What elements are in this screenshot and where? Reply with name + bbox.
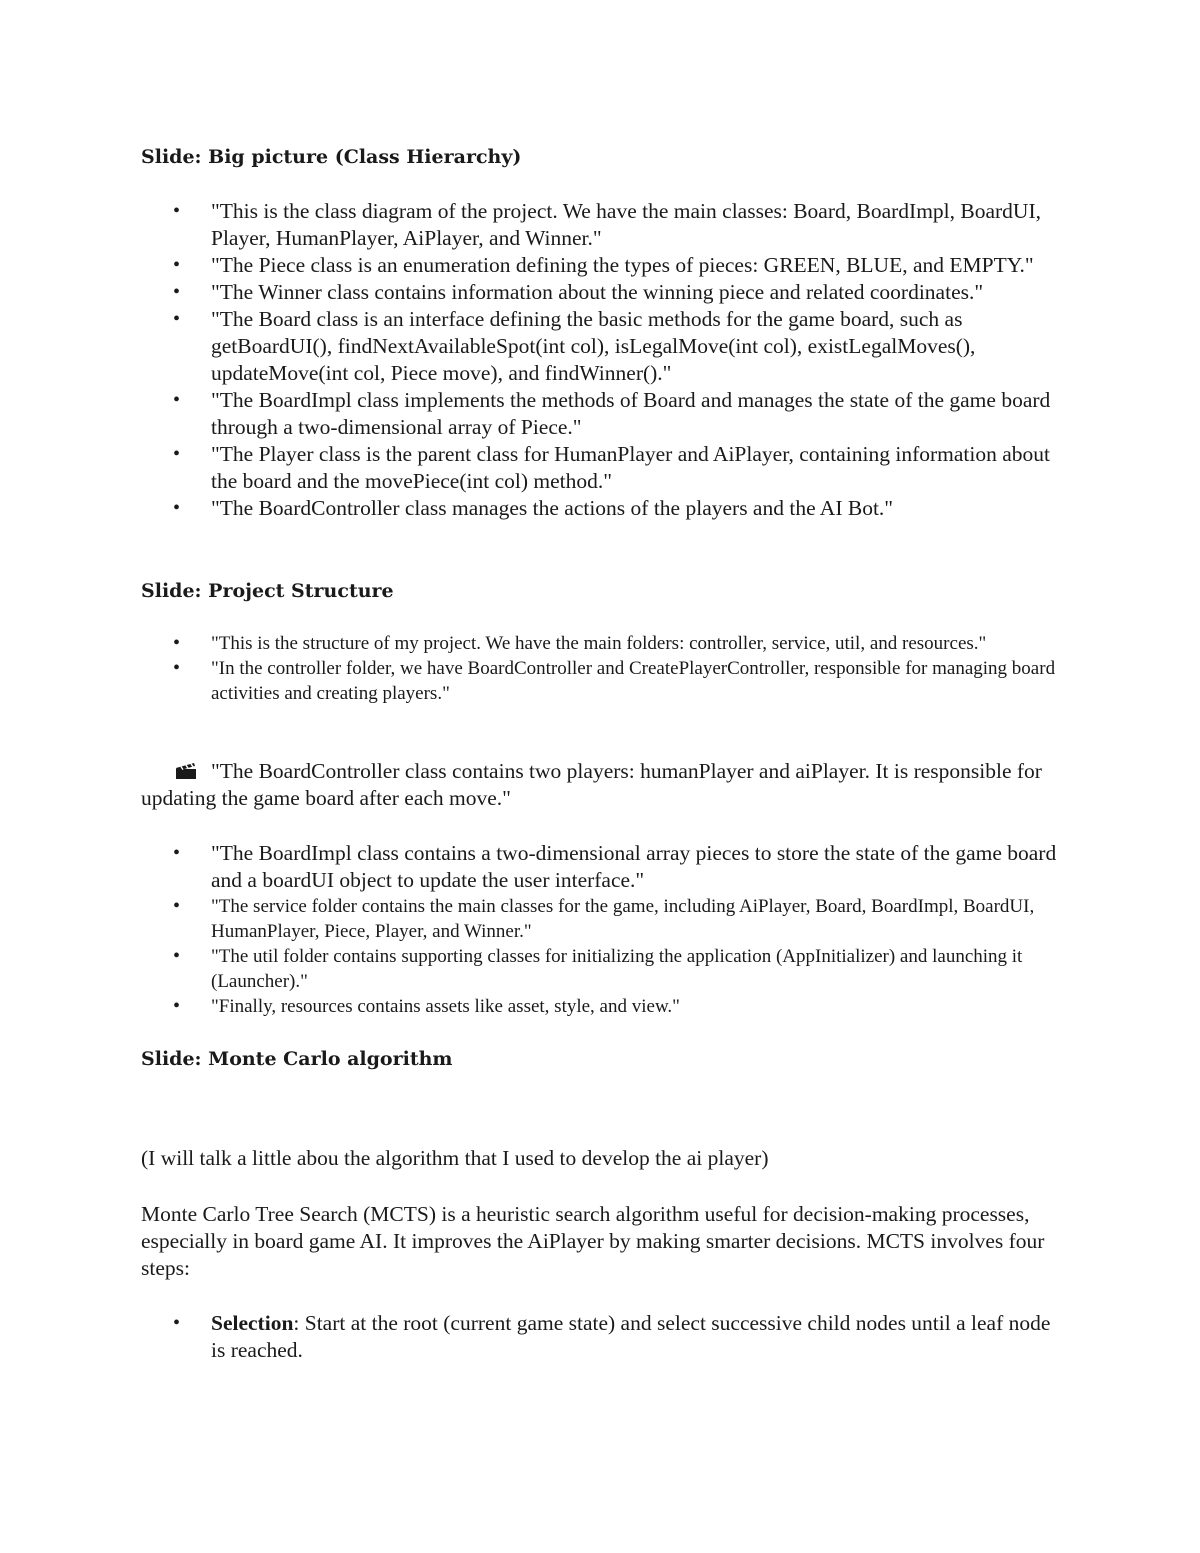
- clapperboard-icon: [175, 762, 197, 780]
- list-item: • "This is the structure of my project. We have the main folders: controller, service, util, and resources.": [141, 631, 1061, 656]
- list-item: • "The Board class is an interface defining the basic methods for the game board, such as getBoardUI(), findNextAvailableSpot(int col), isLegalMove(int col), existLegalMoves(), updateMove(int col, Piece move), and findWinner().": [141, 306, 1061, 387]
- mcts-steps-list: [141, 1310, 1061, 1364]
- step-text: : Start at the root (current game state) and select successive child nodes until a leaf node is reached.: [211, 1311, 1051, 1362]
- mcts-intro: Monte Carlo Tree Search (MCTS) is a heuristic search algorithm useful for decision-making processes, especially in board game AI. It improves the AiPlayer by making smarter decisions. MCTS involves four steps:: [141, 1202, 1045, 1280]
- list-item: • "The BoardController class manages the actions of the players and the AI Bot.": [141, 495, 1061, 522]
- step-term: Selection: [211, 1311, 294, 1335]
- list-item: • "The BoardImpl class contains a two-dimensional array pieces to store the state of the game board and a boardUI object to update the user interface.": [141, 840, 1061, 894]
- list-item: [141, 1310, 1061, 1364]
- list-item: • "The Winner class contains information about the winning piece and related coordinates.": [141, 279, 1061, 306]
- clapper-paragraph: [141, 758, 1061, 812]
- clapper-paragraph-text: "The BoardController class contains two players: humanPlayer and aiPlayer. It is responsible for updating the game board after each move.": [141, 759, 1042, 810]
- list-item: • "The BoardImpl class implements the methods of Board and manages the state of the game board through a two-dimensional array of Piece.": [141, 387, 1061, 441]
- heading-class-hierarchy: Slide: Big picture (Class Hierarchy): [141, 146, 522, 168]
- project-structure-list: [141, 631, 1061, 706]
- list-item: • "The service folder contains the main classes for the game, including AiPlayer, Board, BoardImpl, BoardUI, HumanPlayer, Piece, Player, and Winner.": [141, 894, 1061, 944]
- list-item: • "The Piece class is an enumeration defining the types of pieces: GREEN, BLUE, and EMPTY.": [141, 252, 1061, 279]
- project-structure-list-2: [141, 840, 1061, 894]
- list-item: • "The Player class is the parent class for HumanPlayer and AiPlayer, containing information about the board and the movePiece(int col) method.": [141, 441, 1061, 495]
- project-structure-list-3: [141, 894, 1061, 1019]
- list-item: • "Finally, resources contains assets like asset, style, and view.": [141, 994, 1061, 1019]
- list-item: • "The util folder contains supporting classes for initializing the application (AppInitializer) and launching it (Launcher).": [141, 944, 1061, 994]
- aside-note: (I will talk a little abou the algorithm that I used to develop the ai player): [141, 1146, 769, 1170]
- list-item: • "This is the class diagram of the project. We have the main classes: Board, BoardImpl, BoardUI, Player, HumanPlayer, AiPlayer, and Winner.": [141, 198, 1061, 252]
- list-item: • "In the controller folder, we have BoardController and CreatePlayerController, responsible for managing board activities and creating players.": [141, 656, 1061, 706]
- class-hierarchy-list: [141, 198, 1061, 522]
- heading-monte-carlo: Slide: Monte Carlo algorithm: [141, 1048, 453, 1070]
- heading-project-structure: Slide: Project Structure: [141, 580, 394, 602]
